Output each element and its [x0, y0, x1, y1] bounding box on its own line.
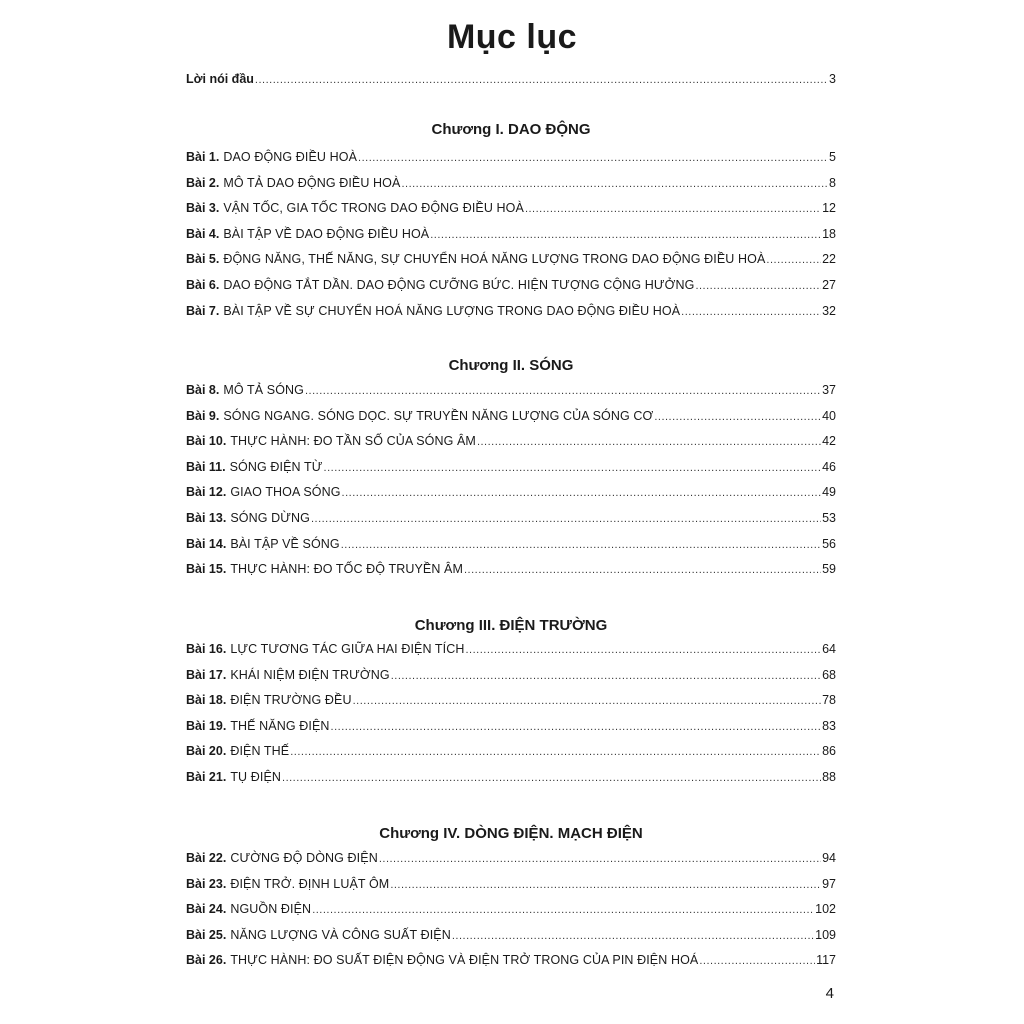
- leader-dots: [331, 715, 822, 741]
- toc-entry: [186, 948, 836, 974]
- toc-entry: [186, 480, 836, 506]
- lesson-page: 56: [822, 536, 836, 551]
- leader-dots: [312, 898, 814, 924]
- lesson-page: 53: [822, 510, 836, 525]
- lesson-page: 40: [822, 408, 836, 423]
- leader-dots: [699, 949, 815, 975]
- leader-dots: [282, 766, 821, 792]
- toc-entry: [186, 299, 836, 325]
- toc-entry: [186, 273, 836, 299]
- lesson-page: 88: [822, 769, 836, 784]
- lesson-title: NĂNG LƯỢNG VÀ CÔNG SUẤT ĐIỆN: [230, 927, 451, 942]
- toc-entry: [186, 404, 836, 430]
- chapter-list: [186, 378, 836, 583]
- lesson-label: Bài 15.: [186, 562, 227, 577]
- toc-entry: [186, 247, 836, 273]
- leader-dots: [766, 248, 821, 274]
- leader-dots: [654, 405, 821, 431]
- leader-dots: [452, 924, 814, 950]
- page-number: 4: [825, 985, 834, 1002]
- lesson-title: ĐỘNG NĂNG, THẾ NĂNG, SỰ CHUYỂN HOÁ NĂNG LƯỢNG TRONG DAO ĐỘNG ĐIỀU HOÀ: [223, 252, 766, 267]
- foreword-entry: [186, 67, 836, 93]
- lesson-title: SÓNG DỪNG: [230, 510, 310, 525]
- lesson-page: 27: [822, 277, 836, 292]
- lesson-label: Bài 14.: [186, 536, 227, 551]
- lesson-label: Bài 20.: [186, 744, 227, 759]
- leader-dots: [391, 664, 821, 690]
- lesson-page: 117: [816, 953, 836, 968]
- leader-dots: [290, 740, 821, 766]
- toc-entry: [186, 714, 836, 740]
- lesson-title: LỰC TƯƠNG TÁC GIỮA HAI ĐIỆN TÍCH: [230, 642, 465, 656]
- lesson-title: BÀI TẬP VỀ DAO ĐỘNG ĐIỀU HOÀ: [223, 226, 430, 241]
- lesson-page: 78: [822, 693, 836, 708]
- toc-entry: [186, 196, 836, 222]
- lesson-title: SÓNG NGANG. SÓNG DỌC. SỰ TRUYỀN NĂNG LƯỢNG CỦA SÓNG CƠ: [223, 408, 654, 423]
- lesson-label: Bài 24.: [186, 902, 227, 917]
- leader-dots: [401, 172, 828, 198]
- lesson-label: Bài 21.: [186, 769, 227, 784]
- lesson-title: THỰC HÀNH: ĐO TẦN SỐ CỦA SÓNG ÂM: [230, 434, 476, 449]
- lesson-title: DAO ĐỘNG TẮT DẦN. DAO ĐỘNG CƯỠNG BỨC. HIỆN TƯỢNG CỘNG HƯỞNG: [223, 277, 695, 292]
- lesson-page: 32: [822, 303, 836, 318]
- lesson-label: Bài 19.: [186, 718, 227, 733]
- leader-dots: [525, 197, 821, 223]
- lesson-title: KHÁI NIỆM ĐIỆN TRƯỜNG: [230, 667, 390, 682]
- leader-dots: [466, 638, 822, 664]
- lesson-label: Bài 11.: [186, 459, 226, 474]
- lesson-title: DAO ĐỘNG ĐIỀU HOÀ: [223, 150, 358, 164]
- chapter-heading: Chương I. DAO ĐỘNG: [431, 121, 591, 138]
- lesson-page: 97: [822, 876, 836, 891]
- lesson-label: Bài 3.: [186, 201, 220, 216]
- lesson-title: NGUỒN ĐIỆN: [230, 902, 312, 917]
- toc-entry: [186, 455, 836, 481]
- lesson-title: BÀI TẬP VỀ SỰ CHUYỂN HOÁ NĂNG LƯỢNG TRONG DAO ĐỘNG ĐIỀU HOÀ: [223, 303, 681, 318]
- chapter-list: [186, 637, 836, 791]
- lesson-page: 46: [822, 459, 836, 474]
- lesson-title: THẾ NĂNG ĐIỆN: [230, 718, 330, 733]
- lesson-title: TỤ ĐIỆN: [230, 769, 282, 784]
- lesson-label: Bài 26.: [186, 953, 227, 968]
- lesson-page: 59: [822, 562, 836, 577]
- lesson-title: BÀI TẬP VỀ SÓNG: [230, 536, 340, 551]
- leader-dots: [341, 533, 821, 559]
- page-title: Mục lục: [446, 18, 578, 56]
- lesson-page: 5: [829, 150, 836, 164]
- lesson-title: ĐIỆN TRỞ. ĐỊNH LUẬT ÔM: [230, 876, 390, 891]
- toc-entry: [186, 846, 836, 872]
- leader-dots: [477, 430, 821, 456]
- lesson-label: Bài 5.: [186, 252, 220, 267]
- lesson-page: 18: [822, 226, 836, 241]
- lesson-page: 86: [822, 744, 836, 759]
- toc-entry: [186, 557, 836, 583]
- lesson-title: ĐIỆN TRƯỜNG ĐỀU: [230, 693, 352, 708]
- leader-dots: [390, 873, 821, 899]
- lesson-page: 42: [822, 434, 836, 449]
- chapter-list: [186, 846, 836, 974]
- leader-dots: [353, 689, 821, 715]
- lesson-page: 22: [822, 252, 836, 267]
- lesson-label: Bài 2.: [186, 175, 220, 190]
- foreword-page: 3: [829, 72, 836, 86]
- leader-dots: [324, 456, 822, 482]
- lesson-label: Bài 8.: [186, 383, 220, 397]
- lesson-title: MÔ TẢ SÓNG: [223, 383, 304, 397]
- chapter-list: [186, 145, 836, 324]
- leader-dots: [464, 558, 821, 584]
- lesson-label: Bài 6.: [186, 277, 220, 292]
- lesson-page: 68: [822, 667, 836, 682]
- toc-entry: [186, 688, 836, 714]
- toc-entry: [186, 872, 836, 898]
- leader-dots: [681, 300, 821, 326]
- leader-dots: [358, 146, 828, 172]
- toc-entry: [186, 145, 836, 171]
- toc-entry: [186, 429, 836, 455]
- lesson-page: 8: [829, 175, 836, 190]
- leader-dots: [342, 481, 822, 507]
- lesson-title: THỰC HÀNH: ĐO SUẤT ĐIỆN ĐỘNG VÀ ĐIỆN TRỞ TRONG CỦA PIN ĐIỆN HOÁ: [230, 953, 699, 968]
- lesson-title: ĐIỆN THẾ: [230, 744, 290, 759]
- lesson-title: SÓNG ĐIỆN TỪ: [229, 459, 323, 474]
- chapter-heading: Chương III. ĐIỆN TRƯỜNG: [414, 617, 608, 634]
- lesson-title: MÔ TẢ DAO ĐỘNG ĐIỀU HOÀ: [223, 175, 401, 190]
- toc-entry: [186, 923, 836, 949]
- toc-entry: [186, 532, 836, 558]
- lesson-label: Bài 13.: [186, 510, 227, 525]
- lesson-page: 64: [822, 642, 836, 656]
- toc-entry: [186, 378, 836, 404]
- lesson-title: CƯỜNG ĐỘ DÒNG ĐIỆN: [230, 851, 378, 865]
- lesson-page: 12: [822, 201, 836, 216]
- toc-entry: [186, 897, 836, 923]
- leader-dots: [379, 847, 821, 873]
- lesson-label: Bài 18.: [186, 693, 227, 708]
- toc-entry: [186, 222, 836, 248]
- leader-dots: [695, 274, 821, 300]
- lesson-title: VẬN TỐC, GIA TỐC TRONG DAO ĐỘNG ĐIỀU HOÀ: [223, 201, 524, 216]
- toc-entry: [186, 663, 836, 689]
- lesson-page: 109: [815, 927, 836, 942]
- leader-dots: [305, 379, 821, 405]
- lesson-label: Bài 12.: [186, 485, 227, 500]
- lesson-page: 37: [822, 383, 836, 397]
- chapter-heading: Chương II. SÓNG: [448, 357, 574, 374]
- lesson-label: Bài 23.: [186, 876, 227, 891]
- lesson-label: Bài 22.: [186, 851, 227, 865]
- toc-entry: [186, 739, 836, 765]
- toc-entry: [186, 506, 836, 532]
- toc-entry: [186, 171, 836, 197]
- lesson-page: 83: [822, 718, 836, 733]
- lesson-label: Bài 17.: [186, 667, 227, 682]
- toc-entry: [186, 765, 836, 791]
- lesson-page: 94: [822, 851, 836, 865]
- leader-dots: [311, 507, 821, 533]
- lesson-label: Bài 10.: [186, 434, 227, 449]
- lesson-label: Bài 1.: [186, 150, 220, 164]
- toc-entry: [186, 637, 836, 663]
- lesson-label: Bài 9.: [186, 408, 220, 423]
- leader-dots: [430, 223, 821, 249]
- lesson-page: 102: [815, 902, 836, 917]
- foreword-label: Lời nói đầu: [186, 72, 254, 86]
- lesson-label: Bài 7.: [186, 303, 220, 318]
- lesson-label: Bài 16.: [186, 642, 227, 656]
- lesson-label: Bài 4.: [186, 226, 220, 241]
- lesson-label: Bài 25.: [186, 927, 227, 942]
- lesson-page: 49: [822, 485, 836, 500]
- leader-dots: [255, 68, 828, 94]
- lesson-title: GIAO THOA SÓNG: [230, 485, 341, 500]
- chapter-heading: Chương IV. DÒNG ĐIỆN. MẠCH ĐIỆN: [379, 825, 643, 842]
- lesson-title: THỰC HÀNH: ĐO TỐC ĐỘ TRUYỀN ÂM: [230, 562, 463, 577]
